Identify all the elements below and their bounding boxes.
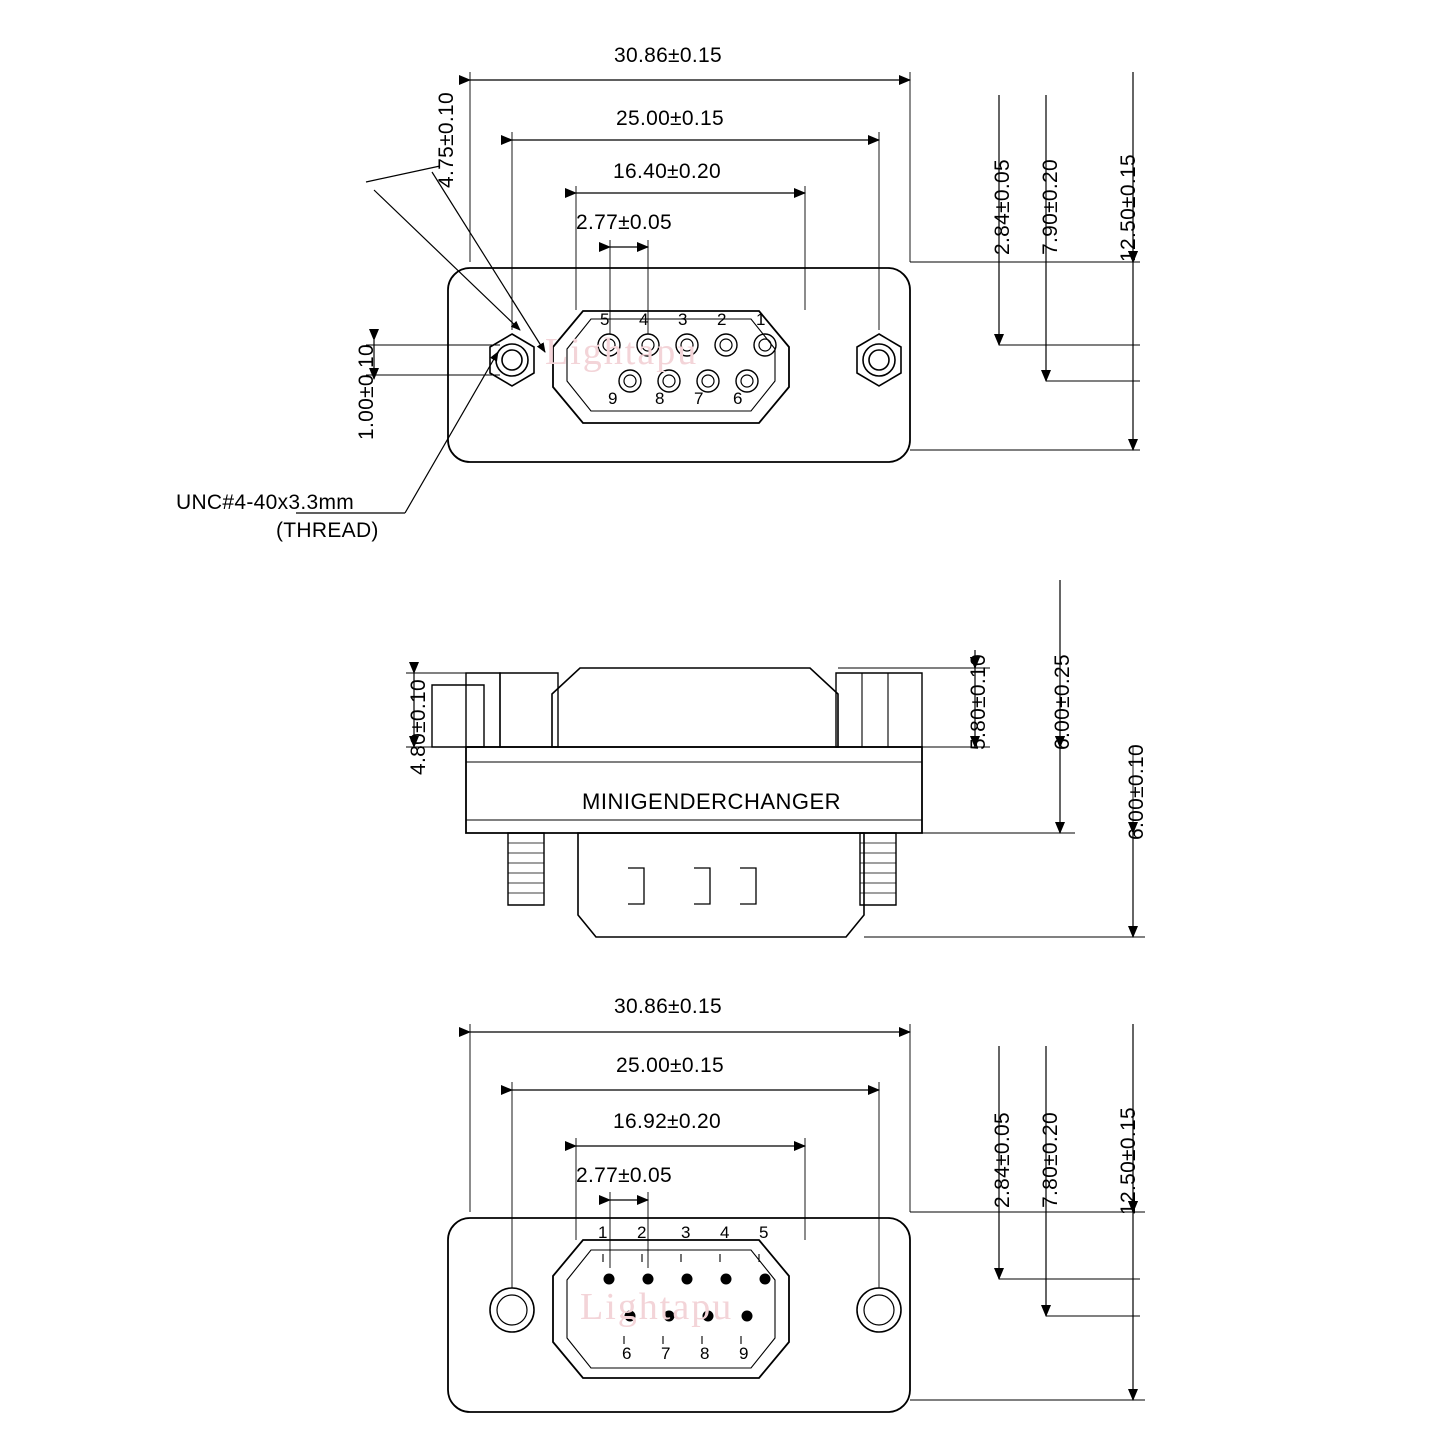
watermark-top: Lightapu [545, 331, 699, 373]
dim-side-shell-depth: 5.80±0.10 [967, 654, 990, 750]
pin-label-b3: 3 [681, 1223, 691, 1242]
dim-bottom-row-span: 7.80±0.20 [1039, 1112, 1062, 1208]
thread-note-line1: UNC#4-40x3.3mm [176, 491, 355, 514]
pin-label-1: 1 [756, 310, 766, 329]
pin-label-8: 8 [655, 389, 665, 408]
pin-label-9: 9 [608, 389, 618, 408]
pin-label-7: 7 [694, 389, 704, 408]
pin-label-4: 4 [639, 310, 649, 329]
pin-label-b4: 4 [720, 1223, 730, 1242]
pin-label-b5: 5 [759, 1223, 769, 1242]
pin-label-b8: 8 [700, 1344, 710, 1363]
dim-bottom-overall-width: 30.86±0.15 [614, 995, 722, 1018]
dim-top-flange-thickness: 1.00±0.10 [355, 344, 378, 440]
pin-label-b7: 7 [661, 1344, 671, 1363]
dim-bottom-pin-row-width: 16.92±0.20 [613, 1110, 721, 1133]
pin-label-3: 3 [678, 310, 688, 329]
pin-label-b9: 9 [739, 1344, 749, 1363]
thread-note-line2: (THREAD) [276, 519, 379, 542]
dim-bottom-row-offset: 2.84±0.05 [991, 1112, 1014, 1208]
body-marking-text: MINIGENDERCHANGER [582, 789, 842, 814]
dim-top-hole-pitch: 25.00±0.15 [616, 107, 724, 130]
dim-top-row-span: 7.90±0.20 [1039, 159, 1062, 255]
pin-label-2: 2 [717, 310, 727, 329]
dim-top-row-offset: 2.84±0.05 [991, 159, 1014, 255]
watermark-bottom: Lightapu [580, 1286, 734, 1328]
dim-top-pin-pitch: 2.77±0.05 [576, 211, 672, 234]
dim-top-overall-width: 30.86±0.15 [614, 44, 722, 67]
dim-top-pin-row-width: 16.40±0.20 [613, 160, 721, 183]
dim-bottom-hole-pitch: 25.00±0.15 [616, 1054, 724, 1077]
pin-label-5: 5 [600, 310, 610, 329]
pin-label-b1: 1 [598, 1223, 608, 1242]
dim-top-screw-head: 4.75±0.10 [435, 92, 458, 188]
dim-bottom-pin-pitch: 2.77±0.05 [576, 1164, 672, 1187]
pin-label-b6: 6 [622, 1344, 632, 1363]
dim-bottom-overall-height: 12.50±0.15 [1117, 1107, 1140, 1215]
dim-side-tail-length: 6.00±0.10 [1125, 744, 1148, 840]
dim-side-screw-length: 4.80±0.10 [407, 679, 430, 775]
pin-label-b2: 2 [637, 1223, 647, 1242]
pin-label-6: 6 [733, 389, 743, 408]
dim-side-mount-depth: 6.00±0.25 [1051, 654, 1074, 750]
dim-top-overall-height: 12.50±0.15 [1117, 154, 1140, 262]
